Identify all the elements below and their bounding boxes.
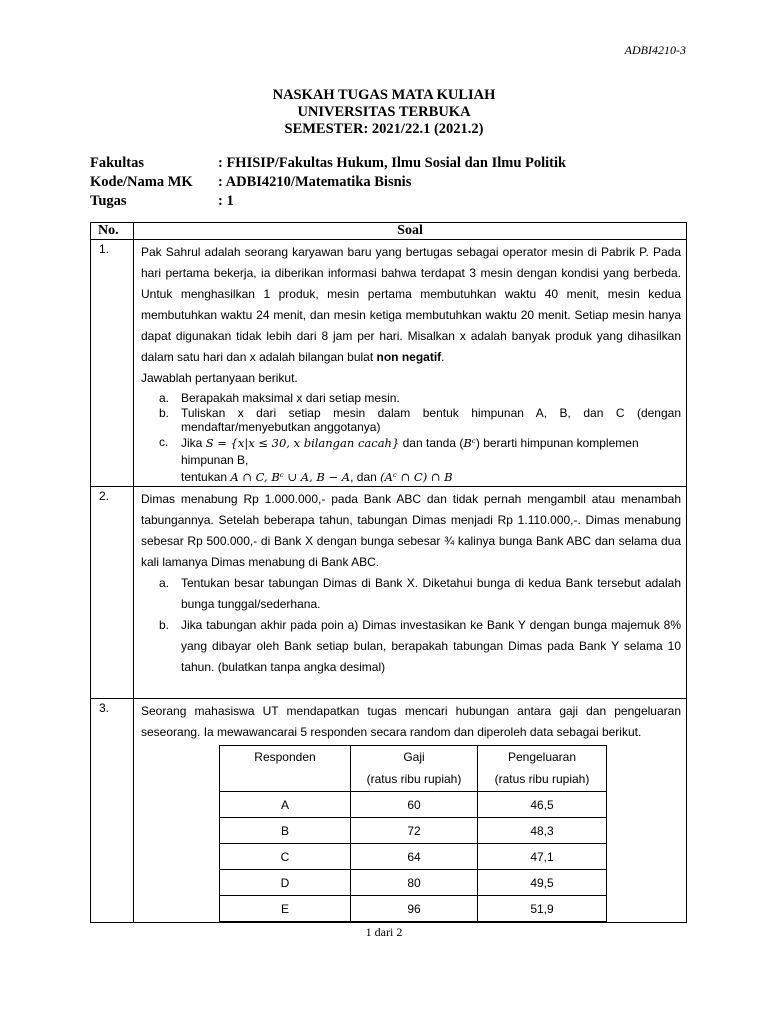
- table-row: [220, 792, 607, 818]
- question-row-2: [91, 487, 687, 699]
- part-b: [141, 406, 681, 435]
- course-assignment-title: NASKAH TUGAS MATA KULIAH: [272, 87, 496, 103]
- text-mid: dan tanda (: [399, 435, 464, 450]
- question-number: 3.: [91, 699, 134, 923]
- bold-emphasis: non negatif: [376, 350, 442, 364]
- cell-pengeluaran: 48,3: [478, 818, 607, 844]
- meta-row-course: [90, 173, 566, 192]
- cell-pengeluaran: 47,1: [478, 844, 607, 870]
- cell-responden: D: [220, 870, 351, 896]
- page-number: 1 dari 2: [365, 925, 403, 939]
- part-marker: a.: [159, 576, 170, 590]
- part-a: [141, 391, 681, 406]
- table-row: [220, 844, 607, 870]
- question-1-instruction: Jawablah pertanyaan berikut.: [141, 371, 298, 385]
- question-row-1: [91, 240, 687, 487]
- text-jika: Jika: [181, 435, 206, 450]
- question-2: [134, 487, 687, 699]
- data-table-header: [220, 746, 607, 792]
- header-no: No.: [91, 223, 134, 240]
- col-label: Responden: [254, 750, 316, 764]
- question-3: [134, 699, 687, 923]
- cell-responden: A: [220, 792, 351, 818]
- text-tentukan: tentukan: [181, 469, 231, 484]
- cell-pengeluaran: 46,5: [478, 792, 607, 818]
- cell-responden: E: [220, 896, 351, 922]
- set-operations: A ∩ C, Bᶜ ∪ A, B − A: [230, 469, 351, 484]
- cell-responden: B: [220, 818, 351, 844]
- part-text: [181, 435, 681, 486]
- cell-responden: C: [220, 844, 351, 870]
- question-table-header: [91, 223, 687, 240]
- text-dan: , dan: [350, 469, 381, 484]
- cell-gaji: 96: [351, 896, 478, 922]
- cell-pengeluaran: 49,5: [478, 870, 607, 896]
- col-unit: (ratus ribu rupiah): [494, 772, 590, 786]
- document-title-block: [0, 87, 768, 138]
- question-1: [134, 240, 687, 487]
- part-text: Berapakah maksimal x dari setiap mesin.: [181, 391, 400, 405]
- meta-value: : 1: [218, 193, 234, 209]
- part-b: [141, 615, 681, 678]
- table-row: [220, 818, 607, 844]
- document-code: ADBI4210-3: [624, 43, 686, 57]
- col-responden: [220, 746, 351, 792]
- meta-label: Kode/Nama MK: [90, 174, 193, 190]
- data-table: [219, 745, 607, 922]
- part-marker: b.: [159, 618, 170, 632]
- question-3-intro: Seorang mahasiswa UT mendapatkan tugas mencari hubungan antara gaji dan pengeluaran seseorang. Ia mewawancarai 5 responden secara random dan diperoleh data sebagai berikut.: [141, 704, 681, 739]
- text-after: ) berarti himpunan komplemen himpunan B,: [181, 435, 639, 467]
- course-meta: [90, 154, 566, 211]
- col-label: Gaji: [403, 750, 425, 764]
- complement-symbol: Bᶜ: [463, 435, 476, 450]
- question-2-parts: [141, 573, 681, 678]
- col-pengeluaran: [478, 746, 607, 792]
- meta-value: : FHISIP/Fakultas Hukum, Ilmu Sosial dan Ilmu Politik: [218, 155, 567, 171]
- part-marker: b.: [159, 405, 170, 420]
- question-number: 2.: [91, 487, 134, 699]
- cell-gaji: 72: [351, 818, 478, 844]
- part-c: [141, 435, 681, 486]
- intro-period: .: [441, 350, 445, 364]
- cell-gaji: 64: [351, 844, 478, 870]
- meta-label: Tugas: [90, 193, 127, 209]
- semester-title: SEMESTER: 2021/22.1 (2021.2): [284, 121, 484, 137]
- meta-value: : ADBI4210/Matematika Bisnis: [218, 174, 412, 190]
- intro-text: Pak Sahrul adalah seorang karyawan baru yang bertugas sebagai operator mesin di Pabrik P. Pada hari pertama bekerja, ia diberikan informasi bahwa terdapat 3 mesin dengan kondisi yang berbeda. Untuk menghasilkan 1 produk, mesin pertama membutuhkan waktu 40 menit, mesin kedua membutuhkan waktu 24 menit, dan mesin ketiga membutuhkan waktu 20 menit. Setiap mesin hanya dapat digunakan tidak lebih dari 8 jam per hari. Misalkan x adalah banyak produk yang dihasilkan dalam satu hari dan x adalah bilangan bulat: [141, 245, 681, 364]
- meta-label: Fakultas: [90, 155, 144, 171]
- table-row: [220, 896, 607, 922]
- part-text: Jika tabungan akhir pada poin a) Dimas investasikan ke Bank Y dengan bunga majemuk 8% yang dibayar oleh Bank setiap bulan, berapakah tabungan Dimas pada Bank Y selama 10 tahun. (bulatkan tanpa angka desimal): [181, 618, 681, 674]
- cell-gaji: 80: [351, 870, 478, 896]
- header-soal: Soal: [134, 223, 687, 240]
- cell-gaji: 60: [351, 792, 478, 818]
- part-a: [141, 573, 681, 615]
- col-unit: (ratus ribu rupiah): [366, 772, 462, 786]
- question-table: [90, 222, 687, 923]
- question-row-3: [91, 699, 687, 923]
- question-1-intro: [141, 242, 681, 368]
- university-title: UNIVERSITAS TERBUKA: [297, 104, 471, 120]
- part-text: Tentukan besar tabungan Dimas di Bank X. Diketahui bunga di kedua Bank tersebut adalah bunga tunggal/sederhana.: [181, 576, 681, 611]
- meta-row-fakultas: [90, 154, 566, 173]
- meta-row-assignment: [90, 192, 566, 211]
- cell-pengeluaran: 51,9: [478, 896, 607, 922]
- part-marker: a.: [159, 391, 170, 405]
- col-gaji: [351, 746, 478, 792]
- set-operation-last: (Aᶜ ∩ C) ∩ B: [380, 469, 453, 484]
- question-number: 1.: [91, 240, 134, 487]
- question-1-parts: [141, 391, 681, 486]
- part-text: Tuliskan x dari setiap mesin dalam bentuk himpunan A, B, dan C (dengan mendaftar/menyebutkan anggotanya): [181, 405, 681, 434]
- col-label: Pengeluaran: [507, 750, 577, 764]
- part-marker: c.: [159, 434, 169, 449]
- table-row: [220, 870, 607, 896]
- set-definition: S = {x|x ≤ 30, x bilangan cacah}: [205, 435, 400, 450]
- question-2-intro: Dimas menabung Rp 1.000.000,- pada Bank ABC dan tidak pernah mengambil atau menambah tabungannya. Setelah beberapa tahun, tabungan Dimas menjadi Rp 1.110.000,-. Dimas menabung sebesar Rp 500.000,- di Bank X dengan bunga sebesar ¾ kalinya bunga Bank ABC dan selama dua kali lamanya Dimas menabung di Bank ABC.: [141, 492, 681, 569]
